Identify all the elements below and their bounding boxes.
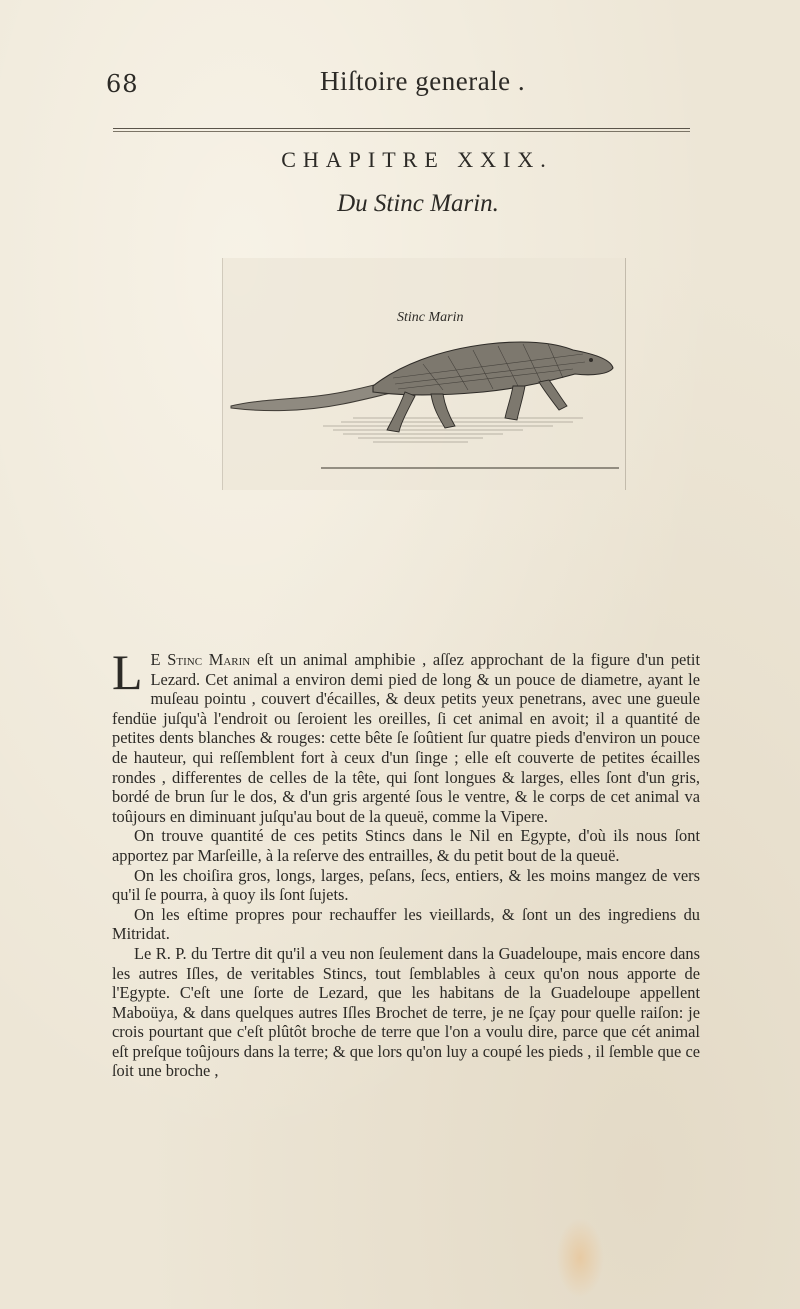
drop-cap: L	[112, 644, 143, 700]
paragraph-5: Le R. P. du Tertre dit qu'il a veu non ſeulement dans la Guadeloupe, mais encore dans les autres Iſles, de veritables Stincs, tout ſemblables à ceux qu'on nous apporte de l'Egypte. C'eſt une ſorte de Lezard, que les habitans de la Guadeloupe appellent Maboüya, & dans quelques autres Iſles Brochet de terre, je ne ſçay pour quelle raiſon: je crois pourtant que c'eſt plûtôt broche de terre que l'on a voulu dire, parce que cét animal eſt preſque toûjours dans la terre; & que lors qu'on luy a coupé les pieds , il ſemble que ce ſoit une broche ,	[112, 943, 700, 1081]
illustration-plate	[222, 258, 626, 490]
illustration-caption: Stinc Marin	[397, 310, 464, 325]
opening-words: E Stinc Marin	[150, 650, 251, 669]
paragraph-3: On les choiſira gros, longs, larges, peſans, ſecs, entiers, & les moins mangez de vers qu'il ſe pourra, à quoy ils ſont ſujets.	[112, 865, 700, 905]
paragraph-4: On les eſtime propres pour rechauffer les vieillards, & ſont un des ingrediens du Mitridat.	[112, 904, 700, 944]
paper-stain	[556, 1218, 604, 1298]
paragraph-1	[112, 644, 700, 826]
chapter-subtitle: Du Stinc Marin.	[337, 190, 499, 217]
running-head: Hiſtoire generale .	[320, 66, 526, 96]
chapter-body	[112, 644, 700, 1081]
paragraph-1-text: eſt un animal amphibie , aſſez approchant de la figure d'un petit Lezard. Cet animal a environ demi pied de long & un pouce de diametre, ayant le muſeau pointu , couvert d'écailles, & deux petits yeux penetrans, avec une gueule fendüe juſqu'à l'endroit ou ſeroient les oreilles, ſi cet animal en avoit; il a quantité de petites dents blanches & rouges: cette bête ſe ſoûtient ſur quatre pieds d'environ un pouce de hauteur, qui reſſemblent fort à ceux d'un ſinge ; elle eſt couverte de petites écailles rondes , differentes de celles de la tête, qui ſont longues & larges, elles ſont d'un gris, bordé de brun ſur le dos, & d'un gris argenté ſous le ventre, & le corps de cet animal va toûjours en diminuant juſqu'au bout de la queuë, comme la Vipere.	[112, 650, 700, 826]
lizard-illustration	[223, 258, 625, 490]
chapter-heading: CHAPITRE XXIX.	[281, 147, 553, 172]
header-rule-secondary	[113, 131, 690, 132]
header-rule	[113, 128, 690, 129]
paragraph-2: On trouve quantité de ces petits Stincs dans le Nil en Egypte, d'où ils nous ſont apportez par Marſeille, à la reſerve des entrailles, & du petit bout de la queuë.	[112, 826, 700, 865]
page-number: 68	[106, 70, 139, 98]
